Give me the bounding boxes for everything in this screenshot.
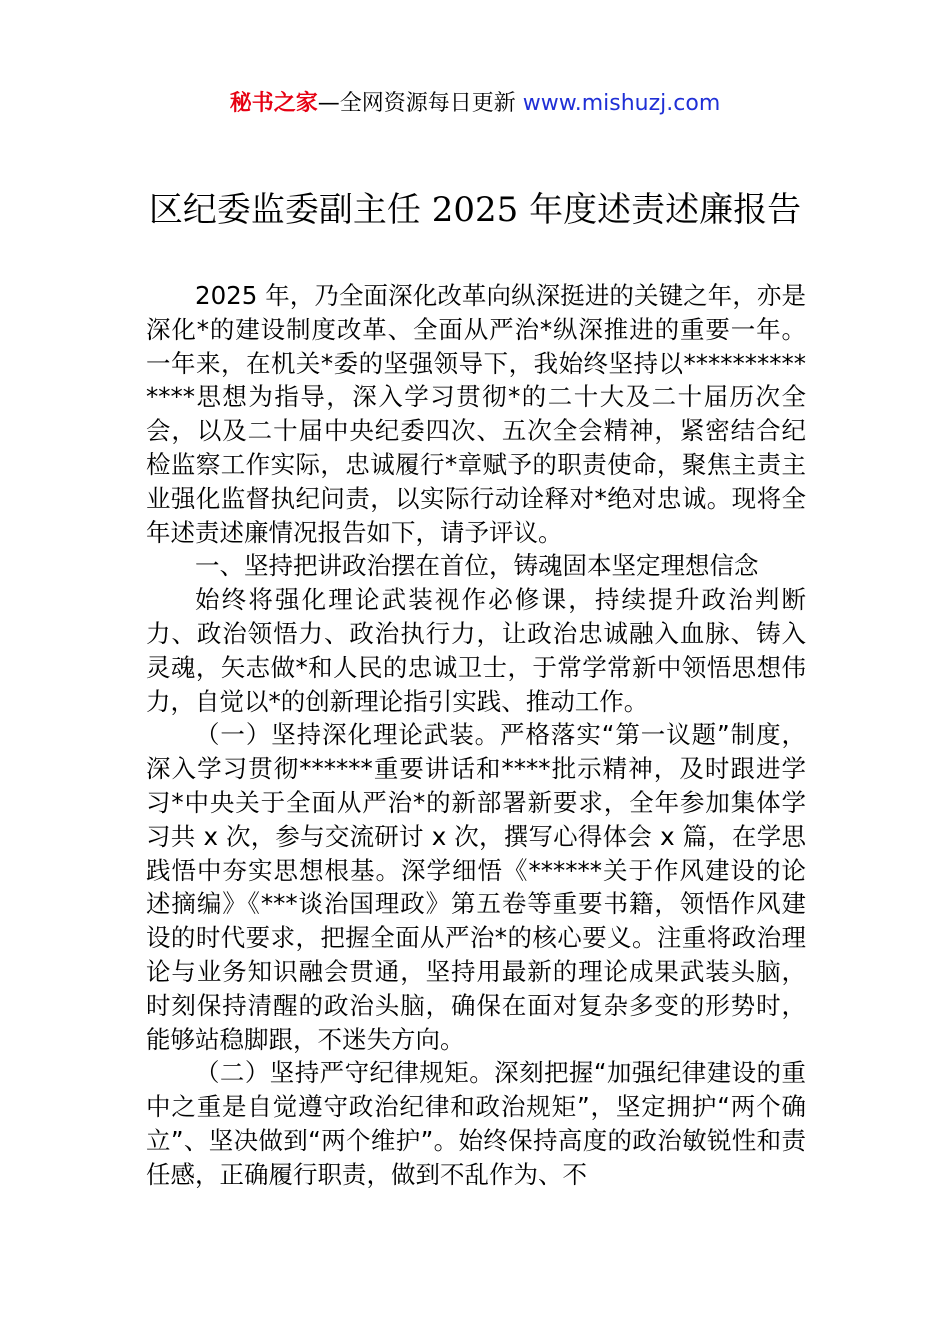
site-header xyxy=(0,88,950,120)
site-brand: 秘书之家 xyxy=(229,91,318,116)
site-url-link[interactable]: www.mishuzj.com xyxy=(522,91,721,116)
subsection-paragraph: （一）坚持深化理论武装。严格落实“第一议题”制度，深入学习贯彻******重要讲话和****批示精神，及时跟进学习*中央关于全面从严治*的新部署新要求，全年参加集体学习共 x 次，参与交流研讨 x 次，撰写心得体会 x 篇，在学思践悟中夯实思想根基。深学细悟《******关于作风建设的论述摘编》《***谈治国理政》第五卷等重要书籍，领悟作风建设的时代要求，把握全面从严治*的核心要义。注重将政治理论与业务知识融会贯通，坚持用最新的理论成果武装头脑，时刻保持清醒的政治头脑，确保在面对复杂多变的形势时，能够站稳脚跟，不迷失方向。 xyxy=(146,720,806,1054)
section-heading: 一、坚持把讲政治摆在首位，铸魂固本坚定理想信念 xyxy=(195,551,759,581)
document-body xyxy=(146,279,806,1192)
site-slogan: —全网资源每日更新 xyxy=(317,91,523,116)
document-title: 区纪委监委副主任 2025 年度述责述廉报告 xyxy=(148,190,802,230)
section-paragraph: 始终将强化理论武装视作必修课，持续提升政治判断力、政治领悟力、政治执行力，让政治忠诚融入血脉、铸入灵魂，矢志做*和人民的忠诚卫士，于常学常新中领悟思想伟力，自觉以*的创新理论指引实践、推动工作。 xyxy=(146,585,806,716)
intro-paragraph: 2025 年，乃全面深化改革向纵深挺进的关键之年，亦是深化*的建设制度改革、全面从严治*纵深推进的重要一年。一年来，在机关*委的坚强领导下，我始终坚持以**************思想为指导，深入学习贯彻*的二十大及二十届历次全会，以及二十届中央纪委四次、五次全会精神，紧密结合纪检监察工作实际，忠诚履行*章赋予的职责使命，聚焦主责主业强化监督执纪问责，以实际行动诠释对*绝对忠诚。现将全年述责述廉情况报告如下，请予评议。 xyxy=(146,281,806,547)
subsection-paragraph: （二）坚持严守纪律规矩。深刻把握“加强纪律建设的重中之重是自觉遵守政治纪律和政治规矩”，坚定拥护“两个确立”、坚决做到“两个维护”。始终保持高度的政治敏锐性和责任感，正确履行职责，做到不乱作为、不 xyxy=(146,1058,806,1189)
